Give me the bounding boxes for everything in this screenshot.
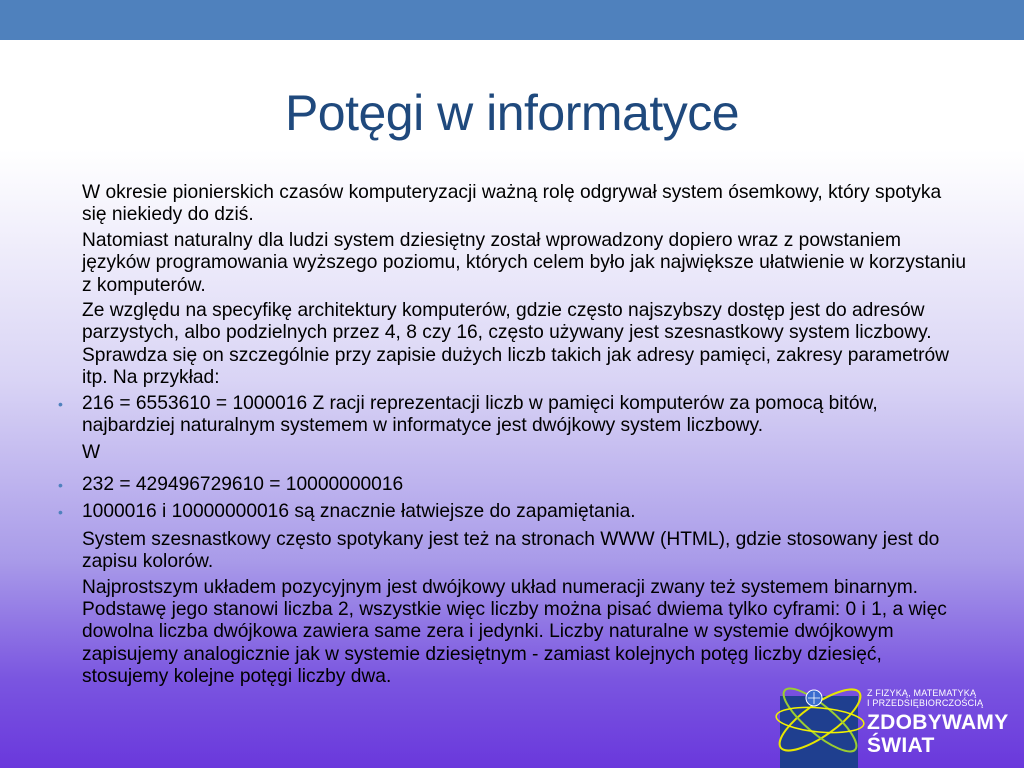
paragraph-text: System szesnastkowy często spotykany jest też na stronach WWW (HTML), gdzie stosowany jest do zapisu kolorów. [82, 528, 940, 573]
bullet-item-232 [55, 474, 970, 496]
paragraph-text: 232 = 429496729610 = 10000000016 [82, 473, 404, 495]
paragraph-html [55, 529, 970, 574]
bullet-dot-icon: • [58, 504, 63, 521]
logo-tagline-line2: I PRZEDSIĘBIORCZOŚCIĄ [867, 698, 984, 708]
logo-brand-line1: ZDOBYWAMY [867, 711, 1009, 734]
project-logo [768, 668, 1024, 768]
paragraph-decimal [55, 230, 970, 297]
top-accent-bar [0, 0, 1024, 40]
paragraph-hex [55, 300, 970, 390]
bullet-dot-icon: • [58, 476, 63, 493]
paragraph-text: W [82, 442, 101, 464]
bullet-item-memorize [55, 501, 970, 523]
paragraph-w [55, 442, 970, 464]
bullet-item-216 [55, 393, 970, 438]
paragraph-text: Natomiast naturalny dla ludzi system dziesiętny został wprowadzony dopiero wraz z powstaniem języków programowania wyższego poziomu, których celem było jak największe ułatwienie w korzystaniu z komputerów. [82, 229, 967, 296]
logo-tagline [867, 688, 1017, 708]
bullet-dot-icon: • [58, 395, 63, 412]
paragraph-text: 216 = 6553610 = 1000016 Z racji reprezentacji liczb w pamięci komputerów za pomocą bitów, najbardziej naturalnym systemem w informatyce jest dwójkowy system liczbowy. [82, 392, 878, 437]
paragraph-text: 1000016 i 10000000016 są znacznie łatwiejsze do zapamiętania. [82, 501, 636, 523]
slide-body [55, 182, 970, 692]
paragraph-text: Ze względu na specyfikę architektury komputerów, gdzie często najszybszy dostęp jest do adresów parzystych, albo podzielnych przez 4, 8 czy 16, często używany jest szesnastkowy system liczbowy. Sprawdza się on szczególnie przy zapisie dużych liczb takich jak adresy pamięci, zakresy parametrów itp. Na przykład: [82, 300, 950, 389]
logo-brand-line2: ŚWIAT [867, 734, 935, 757]
paragraph-text: Najprostszym układem pozycyjnym jest dwójkowy układ numeracji zwany też systemem binarnym. Podstawę jego stanowi liczba 2, wszystkie więc liczby można pisać dwiema tylko cyframi: 0 i 1, a więc dowolna liczba dwójkowa zawiera same zera i jedynki. Liczby naturalne w systemie dwójkowym zapisujemy analogicznie jak w systemie dziesiętnym - zamiast kolejnych potęg liczby dziesięć, stosujemy kolejne potęgi liczby dwa. [82, 576, 947, 688]
logo-tagline-line1: Z FIZYKĄ, MATEMATYKĄ [867, 688, 977, 698]
slide-title: Potęgi w informatyce [284, 85, 740, 141]
paragraph-octal [55, 182, 970, 227]
logo-brand [867, 711, 1024, 757]
paragraph-text: W okresie pionierskich czasów komputeryzacji ważną rolę odgrywał system ósemkowy, który spotyka się niekiedy do dziś. [82, 182, 942, 226]
